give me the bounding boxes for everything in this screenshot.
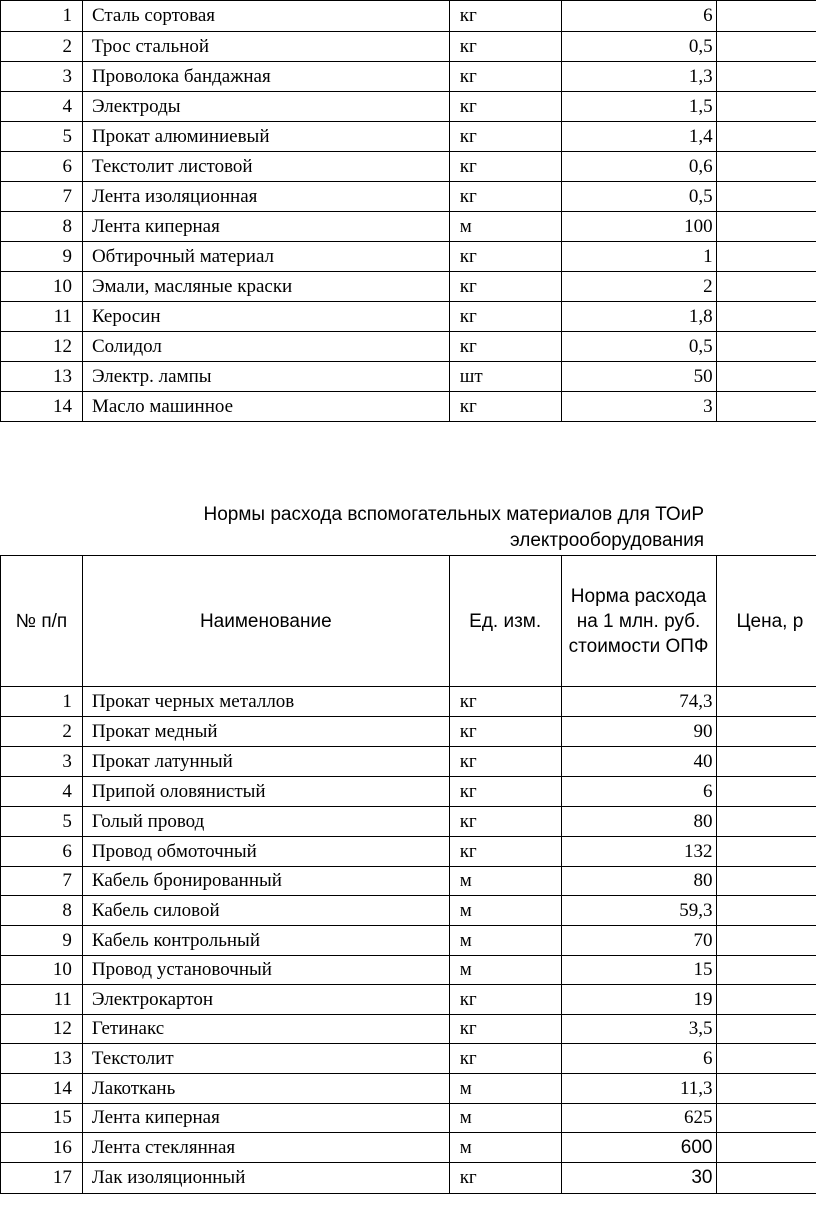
table-row <box>1 985 816 1015</box>
material-name: Лакоткань <box>82 1074 449 1104</box>
unit: кг <box>449 687 561 717</box>
unit: кг <box>449 985 561 1015</box>
norm-value: 100 <box>561 212 716 242</box>
price-cell <box>716 1 816 32</box>
price-cell <box>716 717 816 747</box>
material-name: Прокат латунный <box>82 747 449 777</box>
price-cell <box>716 837 816 867</box>
material-name: Лак изоляционный <box>82 1163 449 1194</box>
price-cell <box>716 302 816 332</box>
price-cell <box>716 747 816 777</box>
unit: м <box>449 1104 561 1133</box>
table-row <box>1 867 816 896</box>
table-row <box>1 362 816 392</box>
material-name: Провод установочный <box>82 956 449 985</box>
material-name: Текстолит листовой <box>82 152 449 182</box>
row-number: 9 <box>1 926 83 956</box>
price-cell <box>716 1044 816 1074</box>
table-row <box>1 1044 816 1074</box>
norm-value: 625 <box>561 1104 716 1133</box>
table-row <box>1 392 816 422</box>
price-cell <box>716 332 816 362</box>
material-name: Электрокартон <box>82 985 449 1015</box>
unit: кг <box>449 1163 561 1194</box>
unit: м <box>449 212 561 242</box>
unit: м <box>449 1133 561 1163</box>
norm-value: 15 <box>561 956 716 985</box>
table-row <box>1 92 816 122</box>
norm-value: 6 <box>561 1044 716 1074</box>
unit: кг <box>449 332 561 362</box>
unit: кг <box>449 777 561 807</box>
material-name: Электр. лампы <box>82 362 449 392</box>
norm-value: 70 <box>561 926 716 956</box>
material-name: Кабель бронированный <box>82 867 449 896</box>
unit: кг <box>449 1015 561 1044</box>
material-name: Керосин <box>82 302 449 332</box>
section-title <box>0 502 704 554</box>
material-name: Кабель силовой <box>82 896 449 926</box>
price-cell <box>716 896 816 926</box>
price-cell <box>716 807 816 837</box>
materials-table-2 <box>0 555 816 1194</box>
material-name: Лента киперная <box>82 212 449 242</box>
price-cell <box>716 122 816 152</box>
row-number: 9 <box>1 242 83 272</box>
table-row <box>1 807 816 837</box>
price-cell <box>716 1104 816 1133</box>
norm-value: 80 <box>561 867 716 896</box>
row-number: 2 <box>1 32 83 62</box>
header-unit: Ед. изм. <box>449 556 561 687</box>
table-row <box>1 777 816 807</box>
row-number: 12 <box>1 332 83 362</box>
norm-value: 59,3 <box>561 896 716 926</box>
table-row <box>1 212 816 242</box>
row-number: 12 <box>1 1015 83 1044</box>
unit: кг <box>449 272 561 302</box>
unit: шт <box>449 362 561 392</box>
unit: кг <box>449 92 561 122</box>
material-name: Масло машинное <box>82 392 449 422</box>
price-cell <box>716 867 816 896</box>
norm-value: 3,5 <box>561 1015 716 1044</box>
table-row <box>1 32 816 62</box>
row-number: 10 <box>1 956 83 985</box>
table-row <box>1 1133 816 1163</box>
row-number: 3 <box>1 62 83 92</box>
material-name: Проволока бандажная <box>82 62 449 92</box>
price-cell <box>716 1163 816 1194</box>
row-number: 6 <box>1 152 83 182</box>
table-row <box>1 1074 816 1104</box>
material-name: Прокат черных металлов <box>82 687 449 717</box>
unit: кг <box>449 182 561 212</box>
table-row <box>1 1104 816 1133</box>
row-number: 8 <box>1 896 83 926</box>
norm-value: 90 <box>561 717 716 747</box>
unit: м <box>449 956 561 985</box>
material-name: Лента киперная <box>82 1104 449 1133</box>
price-cell <box>716 1133 816 1163</box>
price-cell <box>716 956 816 985</box>
norm-value: 0,6 <box>561 152 716 182</box>
material-name: Трос стальной <box>82 32 449 62</box>
row-number: 5 <box>1 807 83 837</box>
row-number: 2 <box>1 717 83 747</box>
row-number: 13 <box>1 362 83 392</box>
price-cell <box>716 242 816 272</box>
table-row <box>1 837 816 867</box>
norm-value: 30 <box>561 1163 716 1194</box>
material-name: Лента изоляционная <box>82 182 449 212</box>
section-title-line-1: Нормы расхода вспомогательных материалов для ТОиР <box>203 504 704 525</box>
table-row <box>1 1015 816 1044</box>
norm-value: 1,5 <box>561 92 716 122</box>
table-row <box>1 926 816 956</box>
norm-value: 1,4 <box>561 122 716 152</box>
header-norm: Норма расхода на 1 млн. руб. стоимости ОПФ <box>561 556 716 687</box>
material-name: Эмали, масляные краски <box>82 272 449 302</box>
norm-value: 132 <box>561 837 716 867</box>
material-name: Кабель контрольный <box>82 926 449 956</box>
table-row <box>1 62 816 92</box>
unit: кг <box>449 302 561 332</box>
norm-value: 74,3 <box>561 687 716 717</box>
table-row <box>1 747 816 777</box>
price-cell <box>716 1015 816 1044</box>
material-name: Гетинакс <box>82 1015 449 1044</box>
unit: кг <box>449 392 561 422</box>
unit: кг <box>449 152 561 182</box>
unit: кг <box>449 1044 561 1074</box>
header-num: № п/п <box>1 556 83 687</box>
norm-value: 2 <box>561 272 716 302</box>
table-row <box>1 1163 816 1194</box>
norm-value: 50 <box>561 362 716 392</box>
norm-value: 1,8 <box>561 302 716 332</box>
norm-value: 0,5 <box>561 32 716 62</box>
unit: м <box>449 896 561 926</box>
unit: кг <box>449 1 561 32</box>
material-name: Текстолит <box>82 1044 449 1074</box>
material-name: Сталь сортовая <box>82 1 449 32</box>
row-number: 11 <box>1 302 83 332</box>
table-row <box>1 182 816 212</box>
norm-value: 6 <box>561 1 716 32</box>
norm-value: 11,3 <box>561 1074 716 1104</box>
price-cell <box>716 212 816 242</box>
table-row <box>1 332 816 362</box>
unit: кг <box>449 242 561 272</box>
row-number: 6 <box>1 837 83 867</box>
row-number: 17 <box>1 1163 83 1194</box>
material-name: Солидол <box>82 332 449 362</box>
unit: м <box>449 926 561 956</box>
material-name: Обтирочный материал <box>82 242 449 272</box>
table-row <box>1 242 816 272</box>
price-cell <box>716 1074 816 1104</box>
unit: кг <box>449 62 561 92</box>
unit: кг <box>449 837 561 867</box>
price-cell <box>716 926 816 956</box>
table-header-row <box>1 556 816 687</box>
price-cell <box>716 62 816 92</box>
unit: кг <box>449 32 561 62</box>
table-row <box>1 956 816 985</box>
norm-value: 3 <box>561 392 716 422</box>
section-title-line-2: электрооборудования <box>509 530 704 551</box>
price-cell <box>716 985 816 1015</box>
price-cell <box>716 777 816 807</box>
row-number: 15 <box>1 1104 83 1133</box>
norm-value: 80 <box>561 807 716 837</box>
row-number: 1 <box>1 687 83 717</box>
price-cell <box>716 362 816 392</box>
price-cell <box>716 182 816 212</box>
row-number: 10 <box>1 272 83 302</box>
material-name: Припой оловянистый <box>82 777 449 807</box>
table-row <box>1 687 816 717</box>
norm-value: 1,3 <box>561 62 716 92</box>
row-number: 4 <box>1 92 83 122</box>
norm-value: 0,5 <box>561 332 716 362</box>
unit: кг <box>449 717 561 747</box>
row-number: 4 <box>1 777 83 807</box>
unit: кг <box>449 122 561 152</box>
material-name: Голый провод <box>82 807 449 837</box>
row-number: 13 <box>1 1044 83 1074</box>
row-number: 8 <box>1 212 83 242</box>
unit: м <box>449 1074 561 1104</box>
norm-value: 6 <box>561 777 716 807</box>
price-cell <box>716 687 816 717</box>
material-name: Лента стеклянная <box>82 1133 449 1163</box>
row-number: 1 <box>1 1 83 32</box>
row-number: 11 <box>1 985 83 1015</box>
row-number: 16 <box>1 1133 83 1163</box>
row-number: 5 <box>1 122 83 152</box>
table-row <box>1 122 816 152</box>
material-name: Прокат медный <box>82 717 449 747</box>
price-cell <box>716 272 816 302</box>
material-name: Электроды <box>82 92 449 122</box>
price-cell <box>716 152 816 182</box>
table-row <box>1 302 816 332</box>
price-cell <box>716 92 816 122</box>
price-cell <box>716 392 816 422</box>
table-row <box>1 717 816 747</box>
materials-table-1 <box>0 0 816 422</box>
header-name: Наименование <box>82 556 449 687</box>
unit: кг <box>449 747 561 777</box>
table-row <box>1 1 816 32</box>
row-number: 14 <box>1 392 83 422</box>
norm-value: 19 <box>561 985 716 1015</box>
norm-value: 0,5 <box>561 182 716 212</box>
row-number: 7 <box>1 867 83 896</box>
row-number: 7 <box>1 182 83 212</box>
table-row <box>1 272 816 302</box>
header-price: Цена, р <box>716 556 816 687</box>
norm-value: 1 <box>561 242 716 272</box>
unit: кг <box>449 807 561 837</box>
table-row <box>1 152 816 182</box>
row-number: 14 <box>1 1074 83 1104</box>
material-name: Провод обмоточный <box>82 837 449 867</box>
row-number: 3 <box>1 747 83 777</box>
price-cell <box>716 32 816 62</box>
norm-value: 40 <box>561 747 716 777</box>
norm-value: 600 <box>561 1133 716 1163</box>
material-name: Прокат алюминиевый <box>82 122 449 152</box>
table-row <box>1 896 816 926</box>
unit: м <box>449 867 561 896</box>
